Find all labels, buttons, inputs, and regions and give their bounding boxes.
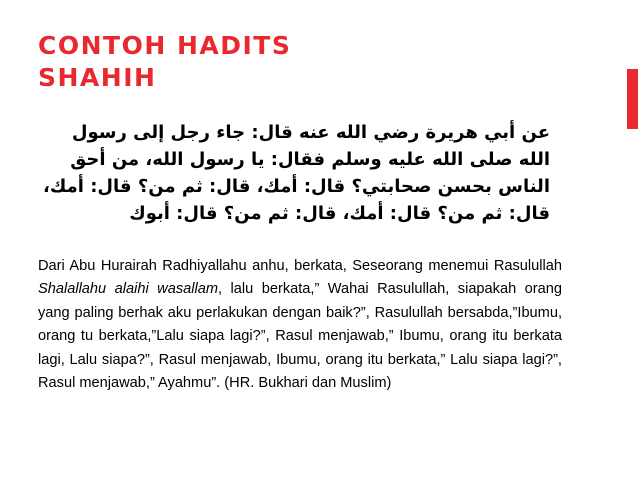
- arabic-hadith-text: عن أبي هريرة رضي الله عنه قال: جاء رجل إلى رسول الله صلى الله عليه وسلم فقال: يا رسول الله، من أحق الناس بحسن صحابتي؟ قال: أمك، قال: ثم من؟ قال: أمك، قال: ثم من؟ قال: أمك، قال: ثم من؟ قال: أبوك: [43, 122, 550, 224]
- slide-title: [38, 30, 291, 94]
- title-line-2: SHAHIH: [38, 63, 157, 92]
- hadith-translation: [38, 255, 562, 395]
- translation-part-1: Dari Abu Hurairah Radhiyallahu anhu, berkata, Seseorang menemui Rasulullah: [38, 258, 562, 274]
- accent-bar: [627, 69, 638, 129]
- translation-part-2-italic: Shalallahu alaihi wasallam: [38, 281, 219, 298]
- title-line-1: CONTOH HADITS: [38, 31, 292, 60]
- translation-part-3: , lalu berkata,” Wahai Rasulullah, siapakah orang yang paling berhak aku perlakukan dengan baik?”, Rasulullah bersabda,”Ibumu, orang tu berkata,”Lalu siapa lagi?”, Rasul menjawab,” Ibumu, orang itu berkata lagi, Lalu siapa?”, Rasul menjawab, Ibumu, orang itu berkata,” Lalu siapa lagi?”, Rasul menjawab,” Ayahmu”. (HR. Bukhari dan Muslim): [38, 281, 562, 392]
